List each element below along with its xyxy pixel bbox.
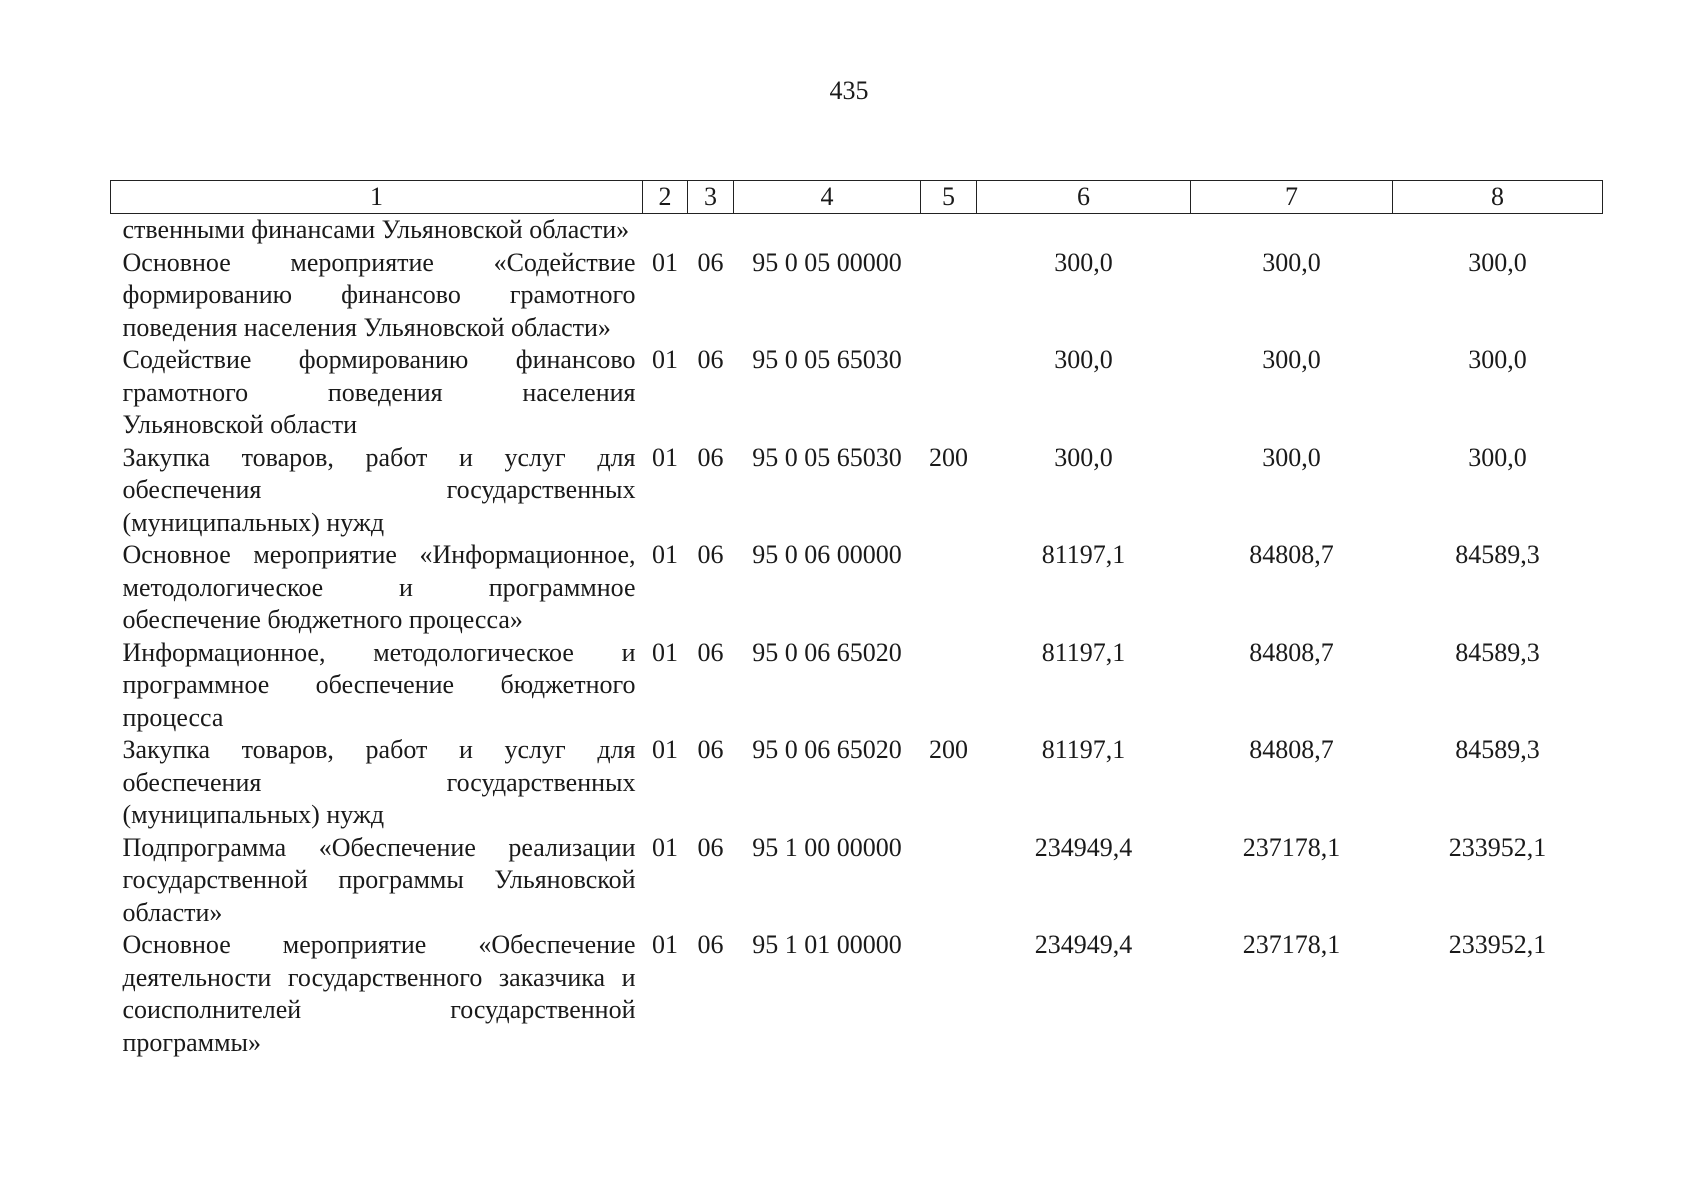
- row-target-code: 95 0 05 65030: [752, 442, 902, 472]
- table-body: [111, 214, 1603, 1060]
- row-amount-year-1: 81197,1: [1041, 540, 1126, 569]
- table-row: [111, 247, 1603, 345]
- row-target-code: 95 1 01 00000: [752, 930, 902, 959]
- row-expense-type: 200: [929, 735, 968, 764]
- row-name: Основное мероприятие «Обеспечение деятельности государственного заказчика и соисполнителей государственной программы»: [122, 930, 636, 1057]
- row-subsection: 06: [697, 442, 724, 472]
- row-name: Закупка товаров, работ и услуг для обеспечения государственных (муниципальных) нужд: [122, 735, 636, 829]
- row-expense-type: [921, 832, 977, 930]
- column-header-2: 2: [643, 181, 688, 214]
- row-expense-type: [921, 247, 977, 345]
- row-expense-type: 200: [929, 442, 968, 472]
- row-subsection: 06: [697, 832, 724, 862]
- row-target-code: 95 0 06 65020: [752, 637, 902, 667]
- row-amount-year-3: 233952,1: [1448, 832, 1547, 862]
- column-header-3: 3: [688, 181, 734, 214]
- row-section: 01: [652, 247, 678, 277]
- row-section: 01: [652, 540, 678, 569]
- row-name: ственными финансами Ульяновской области»: [122, 215, 630, 244]
- row-amount-year-1: 300,0: [1054, 345, 1113, 374]
- row-amount-year-3: 300,0: [1468, 247, 1527, 277]
- row-subsection: 06: [697, 247, 724, 277]
- row-name: Основное мероприятие «Информационное, методологическое и программное обеспечение бюджетного процесса»: [122, 540, 636, 634]
- row-subsection: 06: [697, 930, 724, 959]
- column-header-1: 1: [111, 181, 643, 214]
- column-header-5: 5: [921, 181, 977, 214]
- row-subsection: [688, 214, 734, 247]
- column-header-4: 4: [734, 181, 921, 214]
- row-amount-year-2: 300,0: [1262, 345, 1321, 374]
- row-expense-type: [921, 637, 977, 735]
- row-section: 01: [652, 637, 678, 667]
- row-target-code: 95 0 06 00000: [752, 540, 902, 569]
- table-header: [111, 181, 1603, 214]
- row-amount-year-1: [977, 214, 1191, 247]
- row-amount-year-3: 233952,1: [1448, 930, 1547, 959]
- table-row: [111, 214, 1603, 247]
- row-amount-year-3: 84589,3: [1455, 540, 1540, 569]
- table-row: [111, 344, 1603, 442]
- row-target-code: 95 1 00 00000: [752, 832, 902, 862]
- row-name: Содействие формированию финансово грамотного поведения населения Ульяновской области: [122, 345, 636, 439]
- row-amount-year-1: 300,0: [1054, 442, 1113, 472]
- table-row: [111, 637, 1603, 735]
- row-section: [643, 214, 688, 247]
- row-expense-type: [921, 929, 977, 1059]
- row-expense-type: [921, 539, 977, 637]
- row-amount-year-2: 237178,1: [1242, 930, 1341, 959]
- row-section: 01: [652, 442, 678, 472]
- row-subsection: 06: [697, 345, 724, 374]
- row-amount-year-1: 81197,1: [1041, 735, 1126, 764]
- row-expense-type: [921, 214, 977, 247]
- row-target-code: 95 0 06 65020: [752, 735, 902, 764]
- row-section: 01: [652, 345, 678, 374]
- row-name: Основное мероприятие «Содействие формированию финансово грамотного поведения населения Ульяновской области»: [122, 247, 636, 342]
- budget-table: [110, 180, 1603, 1059]
- row-amount-year-1: 300,0: [1054, 247, 1113, 277]
- row-amount-year-3: 84589,3: [1455, 637, 1540, 667]
- table-row: [111, 442, 1603, 540]
- row-subsection: 06: [697, 540, 724, 569]
- column-header-6: 6: [977, 181, 1191, 214]
- row-subsection: 06: [697, 637, 724, 667]
- row-expense-type: [921, 344, 977, 442]
- page-number: 435: [829, 76, 869, 105]
- row-amount-year-2: 237178,1: [1242, 832, 1341, 862]
- budget-table-container: [110, 180, 1602, 1059]
- row-amount-year-2: 300,0: [1262, 442, 1321, 472]
- table-row: [111, 929, 1603, 1059]
- row-target-code: 95 0 05 65030: [752, 345, 902, 374]
- column-header-7: 7: [1191, 181, 1393, 214]
- row-amount-year-1: 234949,4: [1034, 832, 1133, 862]
- column-header-8: 8: [1393, 181, 1603, 214]
- table-row: [111, 832, 1603, 930]
- row-amount-year-2: 84808,7: [1249, 637, 1334, 667]
- table-row: [111, 734, 1603, 832]
- row-amount-year-3: 300,0: [1468, 345, 1527, 374]
- row-amount-year-3: [1393, 214, 1603, 247]
- row-target-code: [734, 214, 921, 247]
- row-amount-year-3: 300,0: [1468, 442, 1527, 472]
- row-name: Информационное, методологическое и программное обеспечение бюджетного процесса: [122, 637, 636, 732]
- row-amount-year-3: 84589,3: [1455, 735, 1540, 764]
- row-name: Закупка товаров, работ и услуг для обеспечения государственных (муниципальных) нужд: [122, 442, 636, 537]
- row-target-code: 95 0 05 00000: [752, 247, 902, 277]
- row-section: 01: [652, 930, 678, 959]
- row-section: 01: [652, 735, 678, 764]
- row-amount-year-1: 234949,4: [1034, 930, 1133, 959]
- row-subsection: 06: [697, 735, 724, 764]
- row-amount-year-2: 300,0: [1262, 247, 1321, 277]
- header-row: [111, 181, 1603, 214]
- row-name: Подпрограмма «Обеспечение реализации государственной программы Ульяновской области»: [122, 832, 636, 927]
- row-section: 01: [652, 832, 678, 862]
- row-amount-year-1: 81197,1: [1041, 637, 1126, 667]
- row-amount-year-2: [1191, 214, 1393, 247]
- row-amount-year-2: 84808,7: [1249, 735, 1334, 764]
- row-amount-year-2: 84808,7: [1249, 540, 1334, 569]
- table-row: [111, 539, 1603, 637]
